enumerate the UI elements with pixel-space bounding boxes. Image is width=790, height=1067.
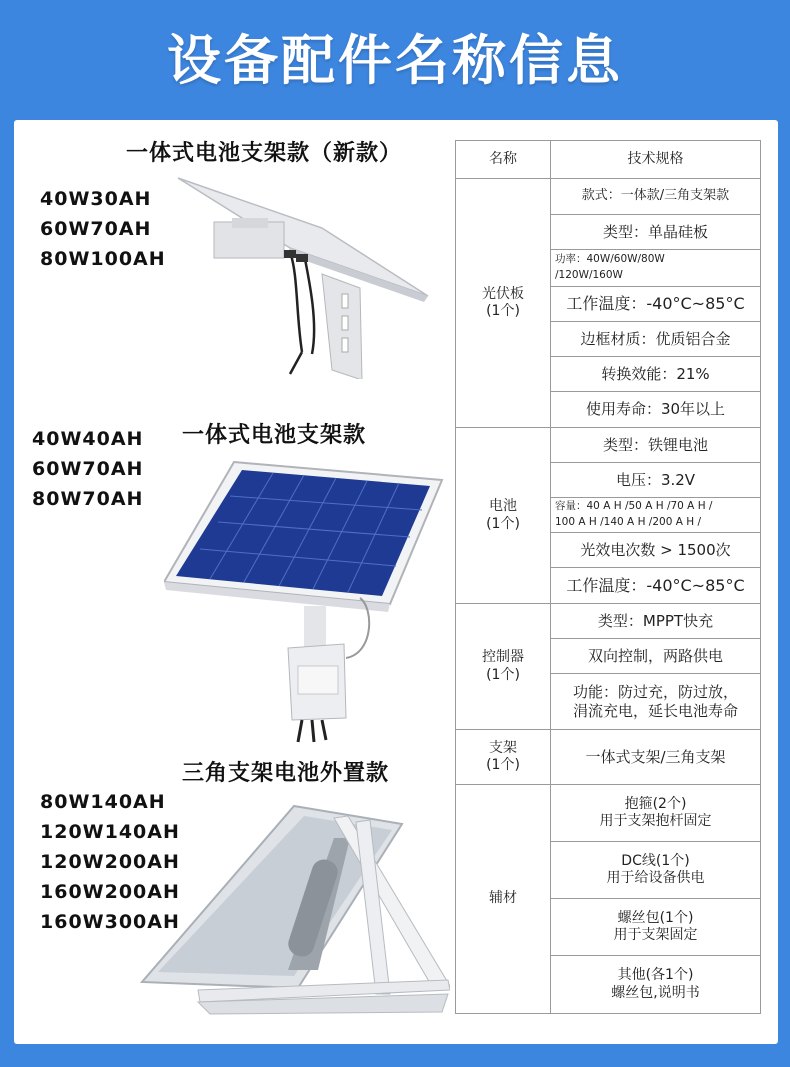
table-row <box>456 179 761 215</box>
model-item: 80W70AH <box>32 488 144 510</box>
cell-spec: 款式：一体款/三角支架款 <box>551 179 761 215</box>
cell-spec: 功能：防过充，防过放， 涓流充电，延长电池寿命 <box>551 674 761 730</box>
content-panel <box>14 120 778 1044</box>
page-title: 设备配件名称信息 <box>167 28 623 92</box>
product-title-3: 三角支架电池外置款 <box>182 761 390 786</box>
model-item: 40W40AH <box>32 428 144 450</box>
cell-spec: 其他(各1个) 螺丝包,说明书 <box>551 956 761 1014</box>
cell-spec: 一体式支架/三角支架 <box>551 730 761 785</box>
solar-panel-image <box>164 458 444 743</box>
model-item: 60W70AH <box>32 458 144 480</box>
header-name: 名称 <box>456 141 551 179</box>
table-row <box>456 604 761 639</box>
cell-spec: 类型：铁锂电池 <box>551 428 761 463</box>
cell-spec: 双向控制，两路供电 <box>551 639 761 674</box>
cell-accessories-name: 辅材 <box>456 785 551 1014</box>
cell-spec: 工作温度：-40°C~85°C <box>551 568 761 604</box>
triangle-bracket-image <box>138 798 450 1018</box>
table-row <box>456 730 761 785</box>
model-item: 160W300AH <box>40 911 180 933</box>
cell-bracket-name: 支架 (1个) <box>456 730 551 785</box>
header-banner <box>0 0 790 112</box>
model-item: 80W100AH <box>40 248 166 270</box>
table-row <box>456 428 761 463</box>
spec-table <box>455 140 761 1014</box>
cell-spec: 使用寿命：30年以上 <box>551 392 761 428</box>
product-models-1 <box>40 184 166 274</box>
cell-spec: 功率：40W/60W/80W /120W/160W <box>551 250 761 287</box>
model-item: 40W30AH <box>40 188 152 210</box>
table-row <box>456 785 761 842</box>
cell-spec: 抱箍(2个) 用于支架抱杆固定 <box>551 785 761 842</box>
header-spec: 技术规格 <box>551 141 761 179</box>
model-item: 120W200AH <box>40 851 180 873</box>
product-title-2: 一体式电池支架款 <box>182 423 367 448</box>
model-item: 80W140AH <box>40 791 166 813</box>
cell-controller-name: 控制器 (1个) <box>456 604 551 730</box>
cell-spec: 容量：40 A H /50 A H /70 A H / 100 A H /140 A H /200 A H / <box>551 498 761 533</box>
solar-light-new-image <box>172 174 432 379</box>
product-title-1: 一体式电池支架款（新款） <box>126 141 403 166</box>
cell-solar-name: 光伏板 (1个) <box>456 179 551 428</box>
product-models-2 <box>32 424 143 514</box>
model-item: 60W70AH <box>40 218 152 240</box>
cell-spec: 电压：3.2V <box>551 463 761 498</box>
model-item: 120W140AH <box>40 821 180 843</box>
cell-spec: 工作温度：-40°C~85°C <box>551 287 761 322</box>
cell-spec: 光效电次数 > 1500次 <box>551 533 761 568</box>
cell-spec: DC线(1个) 用于给设备供电 <box>551 842 761 899</box>
cell-spec: 螺丝包(1个) 用于支架固定 <box>551 899 761 956</box>
cell-spec: 边框材质：优质铝合金 <box>551 322 761 357</box>
table-header-row <box>456 141 761 179</box>
cell-spec: 类型：单晶硅板 <box>551 215 761 250</box>
cell-spec: 转换效能：21% <box>551 357 761 392</box>
cell-battery-name: 电池 (1个) <box>456 428 551 604</box>
cell-spec: 类型：MPPT快充 <box>551 604 761 639</box>
model-item: 160W200AH <box>40 881 180 903</box>
